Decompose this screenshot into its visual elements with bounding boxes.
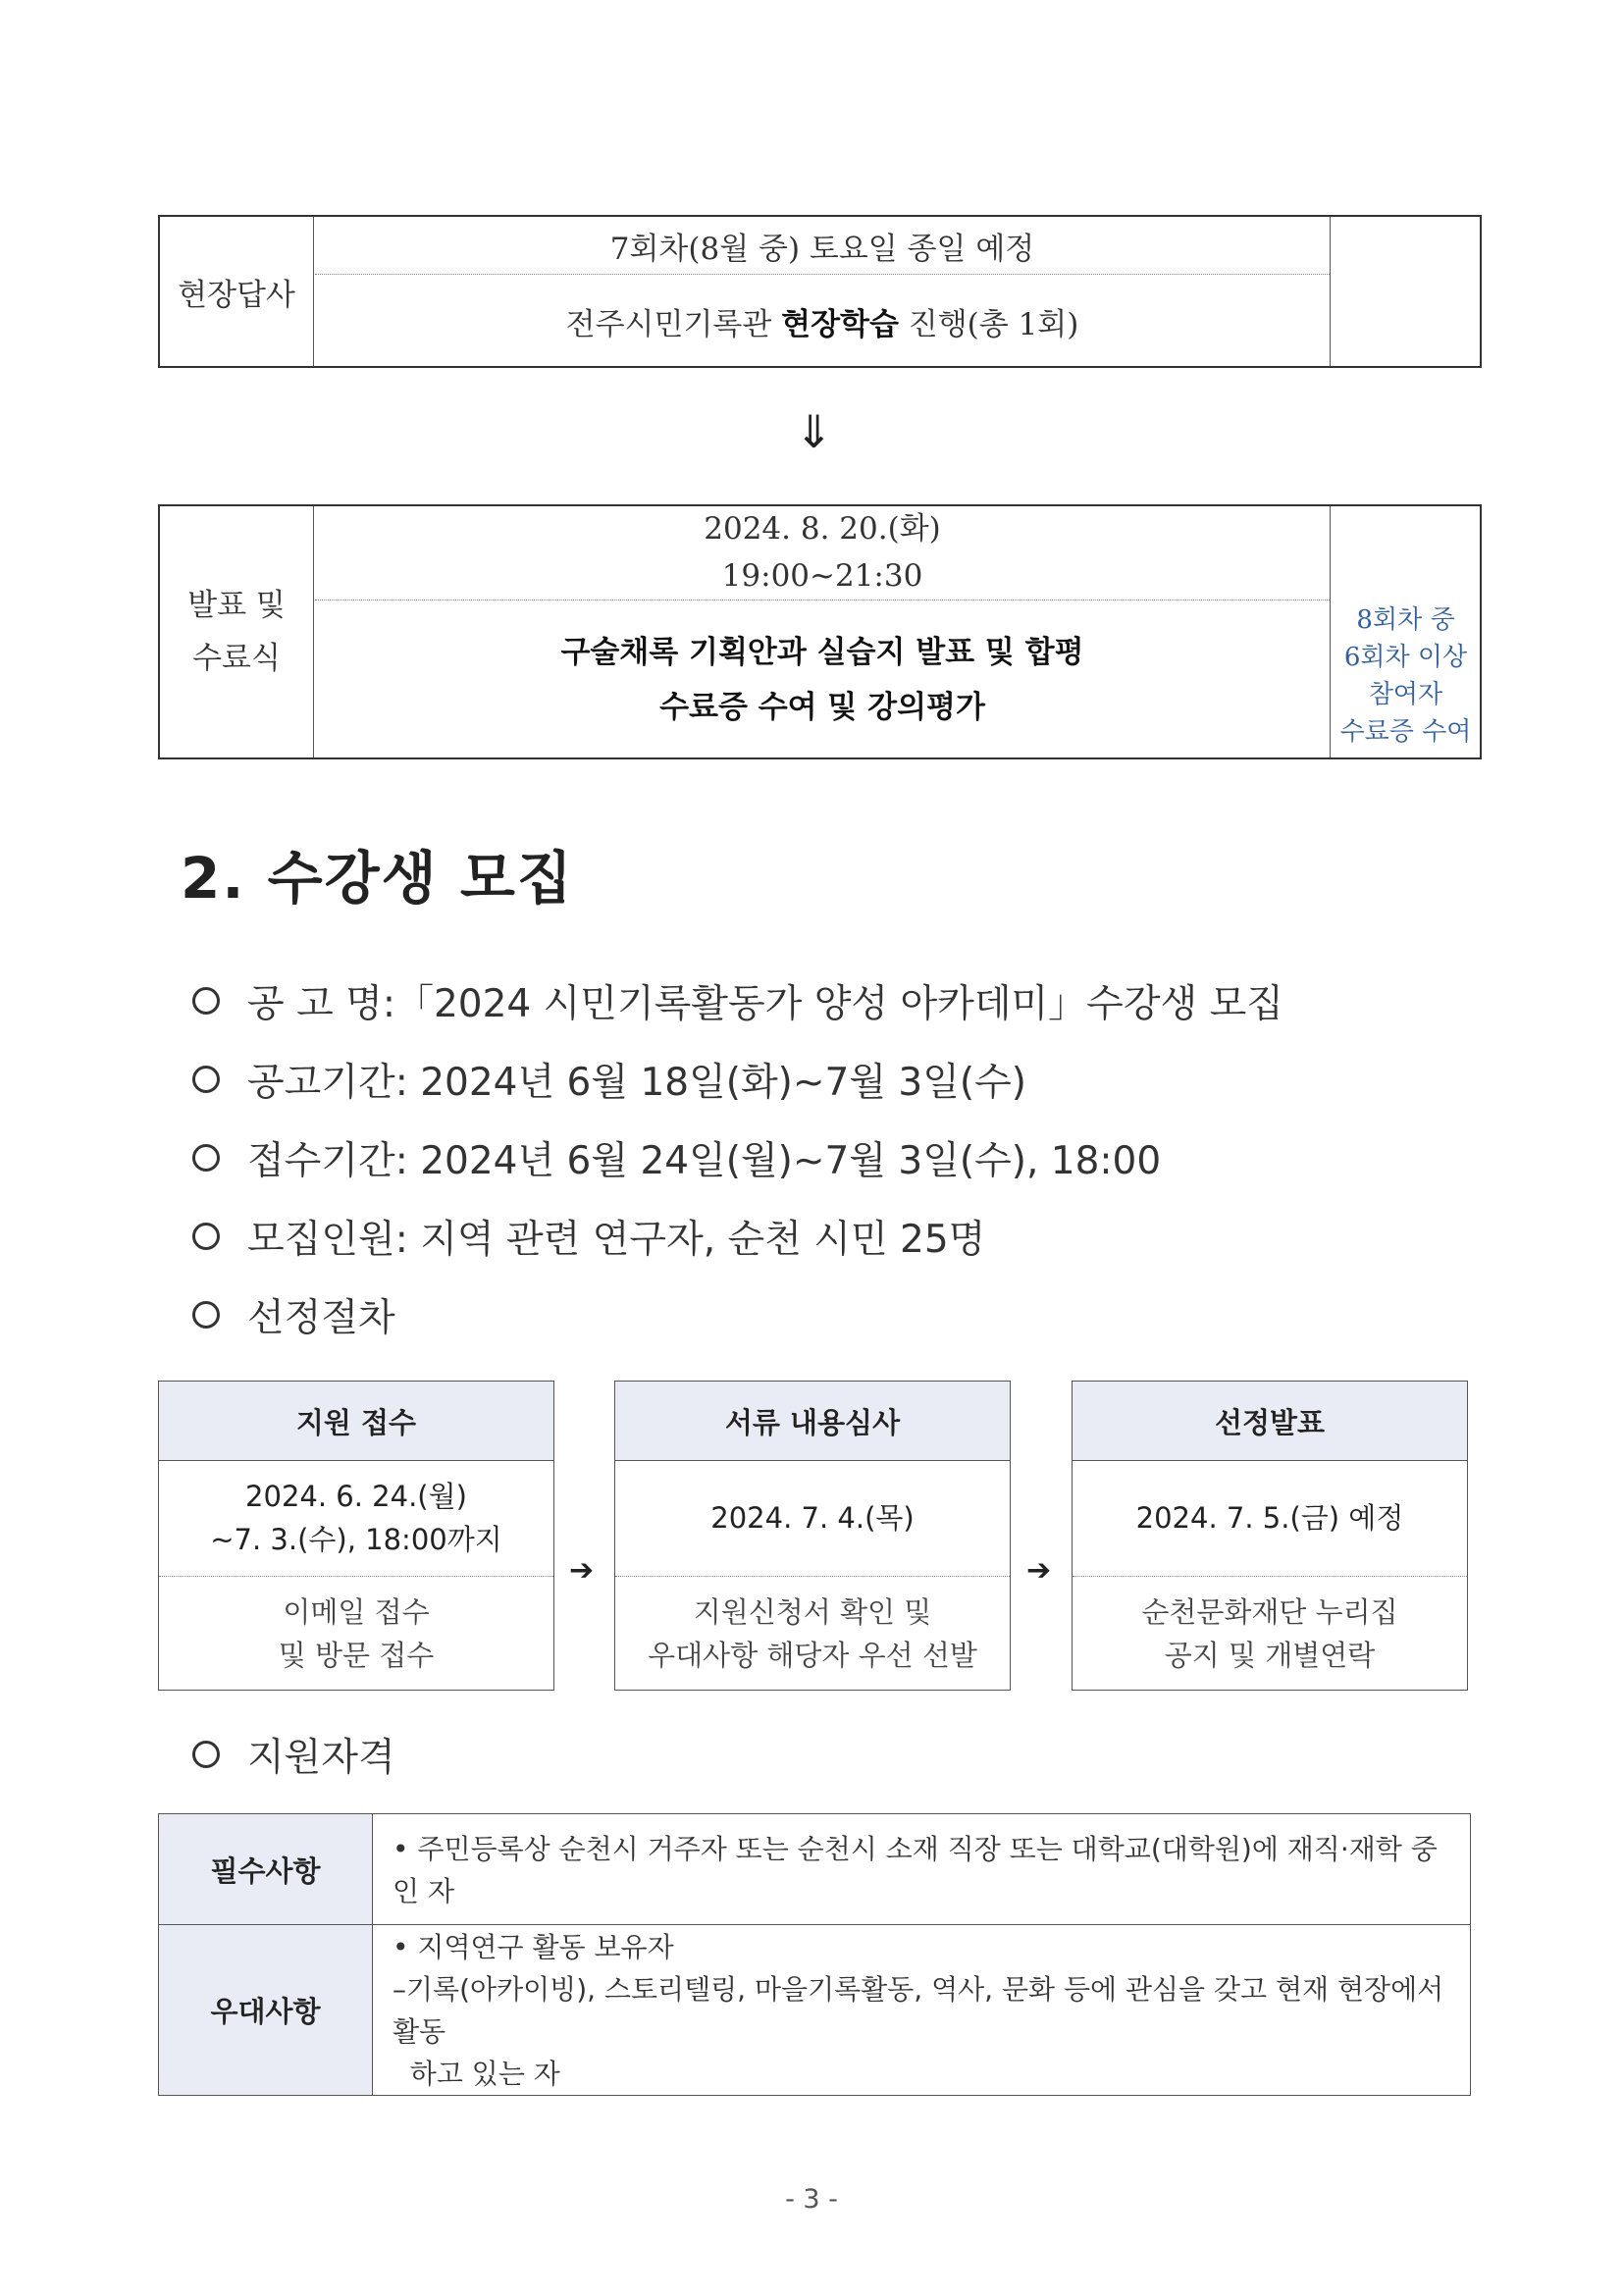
process-step-title: 지원 접수 xyxy=(159,1382,553,1461)
process-step-date-line: 2024. 6. 24.(월) xyxy=(245,1480,467,1513)
process-step-date-line: 2024. 7. 4.(목) xyxy=(710,1501,915,1535)
process-step-date-line: ~7. 3.(수), 18:00까지 xyxy=(210,1523,502,1556)
presentation-label-line2: 수료식 xyxy=(192,641,281,676)
field-trip-detail-post: 진행(총 1회) xyxy=(898,306,1079,342)
bullet-selection-process xyxy=(192,1287,395,1342)
bullet-eligibility xyxy=(192,1727,395,1782)
section-title: 2. 수강생 모집 xyxy=(181,845,574,912)
field-trip-detail-bold: 현장학습 xyxy=(781,306,899,342)
field-trip-table xyxy=(158,215,1482,368)
presentation-datetime xyxy=(315,506,1330,599)
down-arrow-icon: ⇓ xyxy=(795,405,833,458)
completion-note xyxy=(1332,595,1480,757)
completion-note-line: 6회차 이상 xyxy=(1343,643,1468,672)
presentation-date: 2024. 8. 20.(화) xyxy=(704,511,941,547)
bullet-text: 선정절차 xyxy=(247,1296,395,1340)
process-step-date xyxy=(159,1460,553,1576)
field-trip-schedule: 7회차(8월 중) 토요일 종일 예정 xyxy=(609,231,1035,267)
process-step-desc xyxy=(159,1577,553,1690)
circle-bullet-icon xyxy=(192,1223,220,1250)
process-step-announcement xyxy=(1072,1381,1468,1691)
process-step-desc-line: 우대사항 해당자 우선 선발 xyxy=(648,1638,977,1672)
presentation-label xyxy=(160,506,313,757)
bullet-text: 모집인원: 지역 관련 연구자, 순천 시민 25명 xyxy=(247,1218,986,1262)
bullet-notice-name xyxy=(192,973,1283,1028)
eligibility-table xyxy=(158,1813,1471,2096)
circle-bullet-icon xyxy=(192,987,220,1015)
process-step-date-line: 2024. 7. 5.(금) 예정 xyxy=(1135,1501,1404,1535)
completion-note-line: 8회차 중 xyxy=(1356,605,1455,635)
process-step-desc-line: 공지 및 개별연락 xyxy=(1164,1638,1376,1672)
preferred-label: 우대사항 xyxy=(159,1925,373,2095)
bullet-text: 지원자격 xyxy=(247,1736,395,1780)
process-arrow-icon: ➔ xyxy=(569,1553,595,1588)
process-step-desc-line: 이메일 접수 xyxy=(283,1594,430,1629)
process-step-title: 서류 내용심사 xyxy=(615,1382,1010,1461)
preferred-text-line: • 지역연구 활동 보유자 xyxy=(393,1930,674,1963)
circle-bullet-icon xyxy=(192,1144,220,1172)
presentation-content-line2: 수료증 수여 및 강의평가 xyxy=(659,689,985,725)
process-step-desc xyxy=(615,1577,1010,1690)
bullet-application-period xyxy=(192,1130,1161,1185)
presentation-label-line1: 발표 및 xyxy=(187,588,286,623)
process-step-title: 선정발표 xyxy=(1073,1382,1467,1461)
presentation-content-line1: 구술채록 기획안과 실습지 발표 및 합평 xyxy=(560,634,1084,670)
process-step-date xyxy=(1073,1460,1467,1576)
circle-bullet-icon xyxy=(192,1301,220,1329)
bullet-text: 접수기간: 2024년 6월 24일(월)~7월 3일(수), 18:00 xyxy=(247,1139,1162,1183)
process-step-desc-line: 및 방문 접수 xyxy=(278,1638,435,1672)
process-step-desc xyxy=(1073,1577,1467,1690)
bullet-text: 공 고 명:「2024 시민기록활동가 양성 아카데미」수강생 모집 xyxy=(247,982,1283,1026)
bullet-notice-period xyxy=(192,1052,1026,1107)
required-text xyxy=(373,1814,1470,1925)
circle-bullet-icon xyxy=(192,1741,220,1768)
bullet-recruitment xyxy=(192,1209,985,1264)
process-step-date xyxy=(615,1460,1010,1576)
circle-bullet-icon xyxy=(192,1066,220,1093)
process-arrow-icon: ➔ xyxy=(1026,1553,1052,1588)
field-trip-detail xyxy=(315,276,1330,366)
field-trip-detail-pre: 전주시민기록관 xyxy=(565,306,782,342)
process-step-review xyxy=(614,1381,1011,1691)
preferred-text-line: –기록(아카이빙), 스토리텔링, 마을기록활동, 역사, 문화 등에 관심을 갖고 현재 현장에서 활동 xyxy=(393,1972,1444,2048)
required-label: 필수사항 xyxy=(159,1814,373,1925)
completion-note-line: 수료증 수여 xyxy=(1339,717,1472,747)
completion-note-line: 참여자 xyxy=(1368,680,1443,709)
presentation-time: 19:00~21:30 xyxy=(721,558,923,594)
page-number: - 3 - xyxy=(785,2184,838,2215)
field-trip-label: 현장답사 xyxy=(178,277,295,313)
process-step-desc-line: 지원신청서 확인 및 xyxy=(693,1594,932,1629)
process-step-desc-line: 순천문화재단 누리집 xyxy=(1141,1594,1398,1629)
required-text-line: • 주민등록상 순천시 거주자 또는 순천시 소재 직장 또는 대학교(대학원)에 재직·재학 중인 자 xyxy=(393,1832,1438,1907)
bullet-text: 공고기간: 2024년 6월 18일(화)~7월 3일(수) xyxy=(247,1061,1026,1105)
presentation-table xyxy=(158,504,1482,759)
process-step-application xyxy=(158,1381,554,1691)
presentation-content xyxy=(315,601,1330,757)
preferred-text-line: 하고 있는 자 xyxy=(393,2057,560,2090)
preferred-text xyxy=(373,1925,1470,2095)
